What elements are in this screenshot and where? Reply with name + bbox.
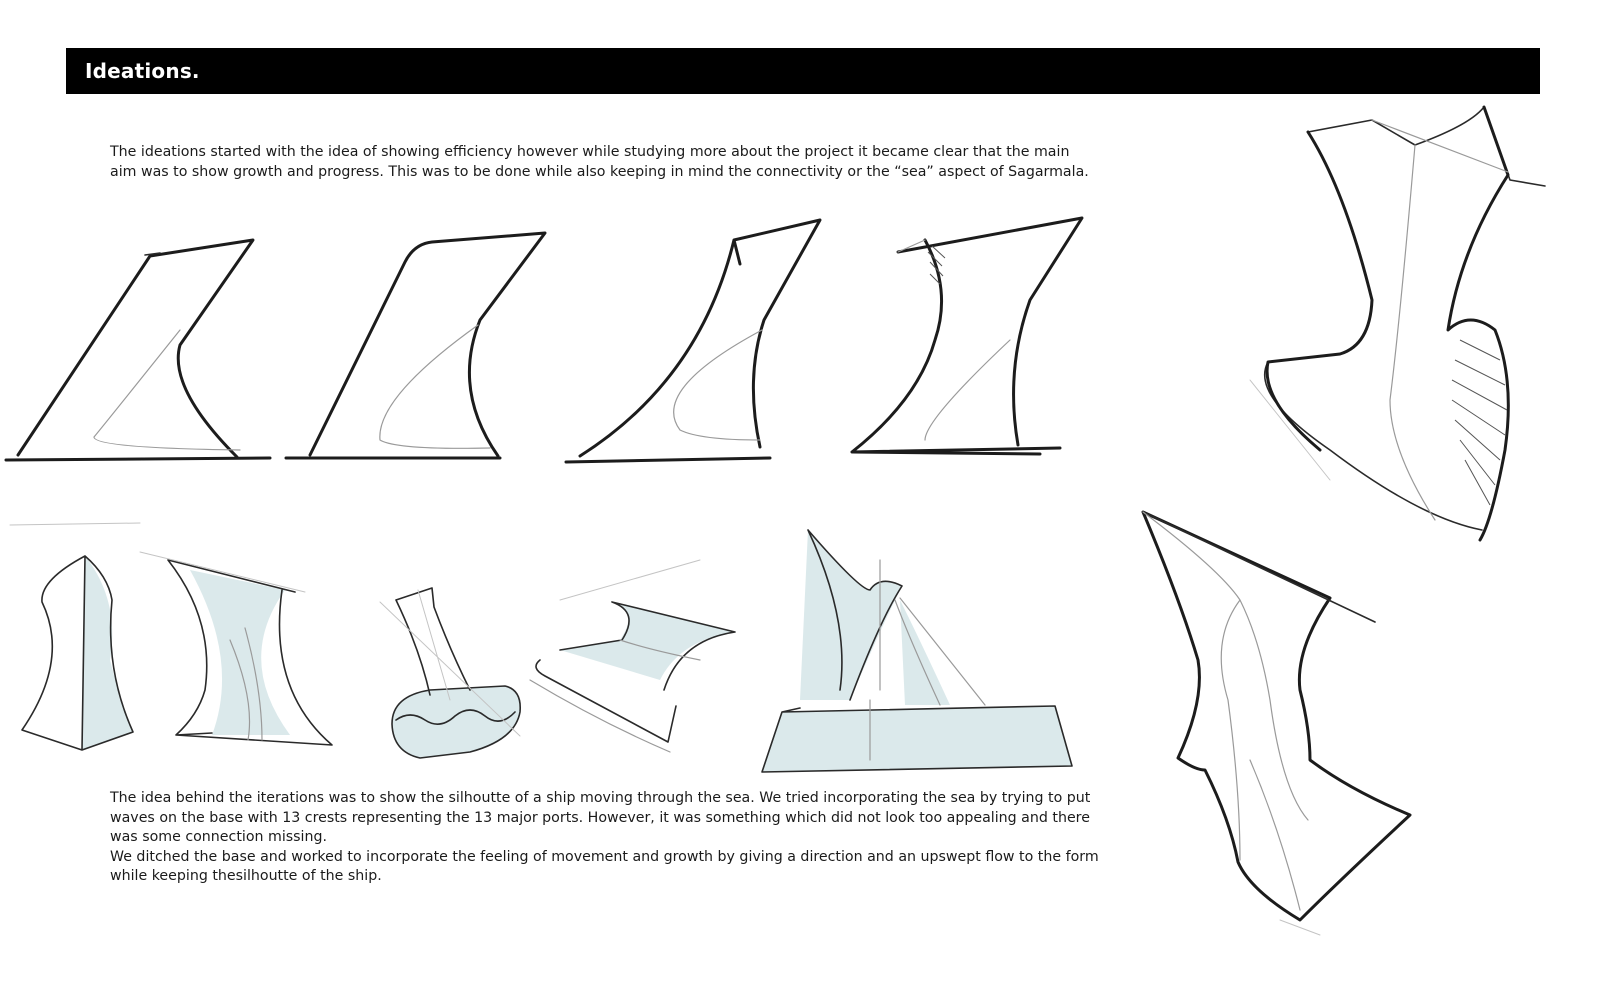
outro-line: The idea behind the iterations was to show the silhoutte of a ship moving through the sea. We tried incorporating the sea by trying to put (110, 790, 1091, 806)
intro-line: aim was to show growth and progress. This was to be done while also keeping in mind the connectivity or the “sea” aspect of Sagarmala. (110, 163, 1089, 180)
outro-line: waves on the base with 13 crests representing the 13 major ports. However, it was something which did not look too appealing and there (110, 809, 1090, 826)
sketch-hourglass-perspective (140, 552, 332, 745)
sketch-large-lower (1143, 512, 1410, 935)
intro-line: The ideations started with the idea of showing efficiency however while studying more about the project it became clear that the main (110, 144, 1070, 160)
outro-paragraph (110, 789, 1100, 887)
sketch-fin-c (566, 220, 820, 462)
sketch-wave-base (380, 588, 520, 758)
sketch-low-wing (530, 560, 735, 752)
page-title: Ideations. (85, 59, 200, 83)
sketch-hourglass-front (10, 523, 140, 750)
outro-line: was some connection missing. (110, 829, 328, 845)
outro-line: while keeping thesilhoutte of the ship. (110, 868, 382, 884)
sketch-fin-a (6, 240, 270, 460)
sketch-large-upper (1250, 107, 1545, 540)
sketch-fin-d (852, 218, 1082, 454)
sketch-fin-b (286, 233, 545, 458)
outro-line: We ditched the base and worked to incorporate the feeling of movement and growth by giving a direction and an upswept flow to the form (110, 848, 1099, 865)
sketch-sail-block (762, 530, 1072, 772)
